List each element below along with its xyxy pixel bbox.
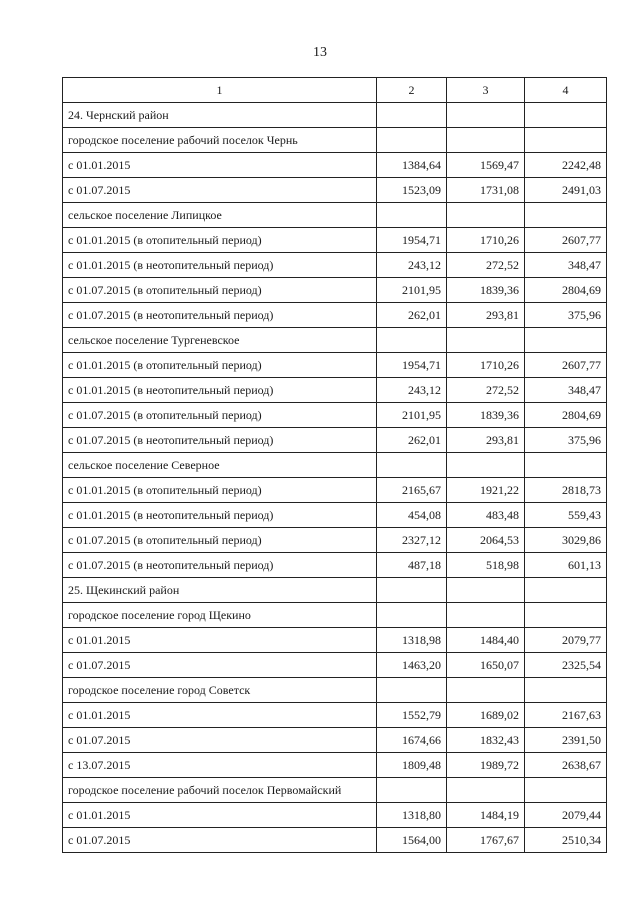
- value-cell-col2: 2165,67: [377, 478, 447, 503]
- value-cell-col4: 2325,54: [525, 653, 607, 678]
- row-label: с 01.01.2015: [63, 153, 377, 178]
- row-label: с 01.01.2015: [63, 803, 377, 828]
- value-cell-col4: 2638,67: [525, 753, 607, 778]
- value-cell-col4: 2079,77: [525, 628, 607, 653]
- value-cell-col4: [525, 453, 607, 478]
- row-label: с 01.07.2015 (в отопительный период): [63, 403, 377, 428]
- table-row: [63, 153, 607, 178]
- table-row: [63, 703, 607, 728]
- value-cell-col3: 1989,72: [447, 753, 525, 778]
- table-row: [63, 278, 607, 303]
- value-cell-col4: 2804,69: [525, 403, 607, 428]
- value-cell-col3: 293,81: [447, 303, 525, 328]
- value-cell-col3: 272,52: [447, 378, 525, 403]
- value-cell-col4: 2079,44: [525, 803, 607, 828]
- value-cell-col3: 1484,40: [447, 628, 525, 653]
- row-label: с 01.07.2015: [63, 728, 377, 753]
- row-label: с 01.01.2015 (в отопительный период): [63, 353, 377, 378]
- column-header-4: 4: [525, 78, 607, 103]
- row-label: с 01.07.2015 (в отопительный период): [63, 278, 377, 303]
- value-cell-col3: [447, 128, 525, 153]
- value-cell-col4: 2242,48: [525, 153, 607, 178]
- value-cell-col2: 1318,98: [377, 628, 447, 653]
- value-cell-col2: 1954,71: [377, 353, 447, 378]
- row-label: с 01.01.2015: [63, 628, 377, 653]
- value-cell-col4: [525, 678, 607, 703]
- row-label: с 01.01.2015: [63, 703, 377, 728]
- column-header-1: 1: [63, 78, 377, 103]
- row-label: сельское поселение Тургеневское: [63, 328, 377, 353]
- value-cell-col4: [525, 128, 607, 153]
- table-row: [63, 503, 607, 528]
- value-cell-col3: [447, 328, 525, 353]
- value-cell-col2: [377, 128, 447, 153]
- table-row: [63, 603, 607, 628]
- table-row: [63, 128, 607, 153]
- value-cell-col4: 375,96: [525, 303, 607, 328]
- value-cell-col3: 1650,07: [447, 653, 525, 678]
- table-row: [63, 103, 607, 128]
- value-cell-col2: 262,01: [377, 303, 447, 328]
- value-cell-col3: [447, 103, 525, 128]
- value-cell-col4: 2391,50: [525, 728, 607, 753]
- page-number: 13: [313, 45, 327, 60]
- value-cell-col2: 2101,95: [377, 278, 447, 303]
- row-label: 25. Щекинский район: [63, 578, 377, 603]
- value-cell-col3: 1839,36: [447, 278, 525, 303]
- table-row: [63, 753, 607, 778]
- value-cell-col3: 2064,53: [447, 528, 525, 553]
- row-label: городское поселение город Щекино: [63, 603, 377, 628]
- row-label: с 01.07.2015: [63, 178, 377, 203]
- table-row: [63, 803, 607, 828]
- value-cell-col3: 1569,47: [447, 153, 525, 178]
- table-row: [63, 303, 607, 328]
- value-cell-col2: 243,12: [377, 253, 447, 278]
- value-cell-col4: [525, 578, 607, 603]
- table-row: [63, 578, 607, 603]
- value-cell-col3: 1921,22: [447, 478, 525, 503]
- value-cell-col4: 375,96: [525, 428, 607, 453]
- value-cell-col4: 2607,77: [525, 353, 607, 378]
- value-cell-col4: [525, 778, 607, 803]
- row-label: с 01.07.2015 (в неотопительный период): [63, 553, 377, 578]
- value-cell-col2: [377, 103, 447, 128]
- value-cell-col2: 1552,79: [377, 703, 447, 728]
- value-cell-col3: [447, 578, 525, 603]
- row-label: с 01.07.2015: [63, 828, 377, 853]
- value-cell-col2: 1674,66: [377, 728, 447, 753]
- value-cell-col2: 487,18: [377, 553, 447, 578]
- table-row: [63, 403, 607, 428]
- value-cell-col3: 1731,08: [447, 178, 525, 203]
- table-row: [63, 178, 607, 203]
- value-cell-col3: 1710,26: [447, 353, 525, 378]
- value-cell-col3: 1689,02: [447, 703, 525, 728]
- table-row: [63, 778, 607, 803]
- table-row: [63, 378, 607, 403]
- value-cell-col2: 2327,12: [377, 528, 447, 553]
- row-label: сельское поселение Северное: [63, 453, 377, 478]
- table-row: [63, 728, 607, 753]
- value-cell-col4: [525, 603, 607, 628]
- value-cell-col3: [447, 203, 525, 228]
- row-label: с 13.07.2015: [63, 753, 377, 778]
- value-cell-col2: 1384,64: [377, 153, 447, 178]
- value-cell-col3: [447, 678, 525, 703]
- value-cell-col2: 2101,95: [377, 403, 447, 428]
- table-row: [63, 253, 607, 278]
- table-row: [63, 678, 607, 703]
- table-row: [63, 478, 607, 503]
- row-label: городское поселение рабочий поселок Чернь: [63, 128, 377, 153]
- value-cell-col2: 1564,00: [377, 828, 447, 853]
- column-header-3: 3: [447, 78, 525, 103]
- value-cell-col2: [377, 203, 447, 228]
- table-row: [63, 653, 607, 678]
- value-cell-col2: 1954,71: [377, 228, 447, 253]
- row-label: 24. Чернский район: [63, 103, 377, 128]
- value-cell-col2: 454,08: [377, 503, 447, 528]
- table-row: [63, 553, 607, 578]
- table-header: [63, 78, 607, 103]
- value-cell-col3: 1710,26: [447, 228, 525, 253]
- value-cell-col2: [377, 453, 447, 478]
- value-cell-col3: [447, 603, 525, 628]
- value-cell-col3: [447, 778, 525, 803]
- value-cell-col2: [377, 603, 447, 628]
- value-cell-col4: 559,43: [525, 503, 607, 528]
- table-row: [63, 628, 607, 653]
- row-label: с 01.01.2015 (в неотопительный период): [63, 503, 377, 528]
- value-cell-col4: 348,47: [525, 378, 607, 403]
- table-row: [63, 428, 607, 453]
- value-cell-col2: 262,01: [377, 428, 447, 453]
- value-cell-col2: [377, 578, 447, 603]
- table-row: [63, 328, 607, 353]
- value-cell-col3: 272,52: [447, 253, 525, 278]
- value-cell-col4: 348,47: [525, 253, 607, 278]
- row-label: с 01.01.2015 (в неотопительный период): [63, 378, 377, 403]
- value-cell-col4: 2491,03: [525, 178, 607, 203]
- table-body: [63, 103, 607, 853]
- header-row: [63, 78, 607, 103]
- value-cell-col3: 1839,36: [447, 403, 525, 428]
- value-cell-col2: [377, 678, 447, 703]
- value-cell-col4: 2818,73: [525, 478, 607, 503]
- table-row: [63, 828, 607, 853]
- row-label: с 01.07.2015 (в отопительный период): [63, 528, 377, 553]
- value-cell-col2: 1523,09: [377, 178, 447, 203]
- row-label: с 01.01.2015 (в отопительный период): [63, 228, 377, 253]
- row-label: сельское поселение Липицкое: [63, 203, 377, 228]
- value-cell-col3: 1832,43: [447, 728, 525, 753]
- value-cell-col2: [377, 328, 447, 353]
- value-cell-col4: 601,13: [525, 553, 607, 578]
- value-cell-col4: 2607,77: [525, 228, 607, 253]
- row-label: с 01.07.2015 (в неотопительный период): [63, 428, 377, 453]
- value-cell-col4: 2510,34: [525, 828, 607, 853]
- value-cell-col4: 3029,86: [525, 528, 607, 553]
- value-cell-col3: 518,98: [447, 553, 525, 578]
- tariff-table: [62, 77, 607, 853]
- row-label: городское поселение город Советск: [63, 678, 377, 703]
- row-label: с 01.07.2015: [63, 653, 377, 678]
- row-label: с 01.01.2015 (в неотопительный период): [63, 253, 377, 278]
- table-row: [63, 353, 607, 378]
- value-cell-col3: 1484,19: [447, 803, 525, 828]
- value-cell-col4: 2804,69: [525, 278, 607, 303]
- value-cell-col2: 1463,20: [377, 653, 447, 678]
- row-label: с 01.07.2015 (в неотопительный период): [63, 303, 377, 328]
- table-row: [63, 203, 607, 228]
- value-cell-col4: [525, 328, 607, 353]
- row-label: городское поселение рабочий поселок Первомайский: [63, 778, 377, 803]
- value-cell-col2: 1318,80: [377, 803, 447, 828]
- row-label: с 01.01.2015 (в отопительный период): [63, 478, 377, 503]
- column-header-2: 2: [377, 78, 447, 103]
- value-cell-col3: 293,81: [447, 428, 525, 453]
- value-cell-col3: [447, 453, 525, 478]
- table-row: [63, 453, 607, 478]
- value-cell-col2: [377, 778, 447, 803]
- value-cell-col4: [525, 203, 607, 228]
- value-cell-col2: 1809,48: [377, 753, 447, 778]
- value-cell-col3: 1767,67: [447, 828, 525, 853]
- value-cell-col4: [525, 103, 607, 128]
- value-cell-col3: 483,48: [447, 503, 525, 528]
- table-row: [63, 228, 607, 253]
- value-cell-col2: 243,12: [377, 378, 447, 403]
- table-row: [63, 528, 607, 553]
- value-cell-col4: 2167,63: [525, 703, 607, 728]
